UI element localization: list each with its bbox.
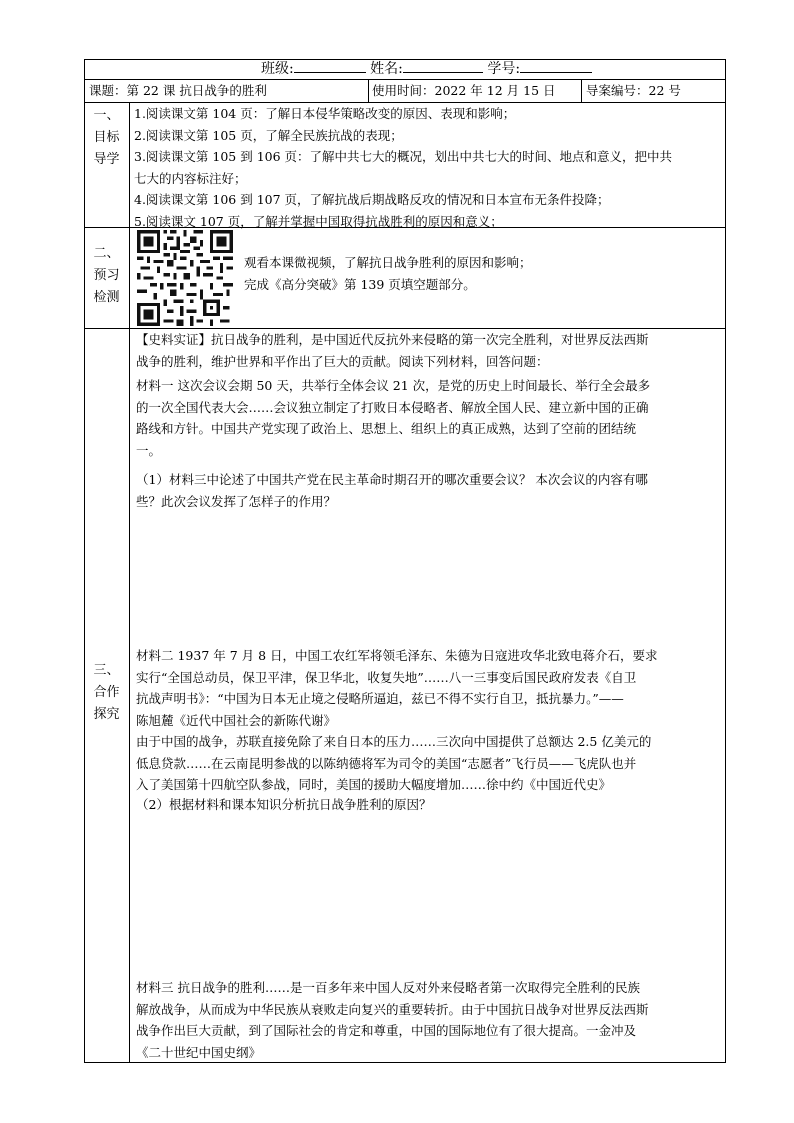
name-label: 姓名: — [370, 61, 403, 77]
name-blank[interactable] — [403, 72, 483, 73]
section-1-goals — [134, 103, 718, 232]
section-1-title: 一、 目标 导学 — [93, 108, 120, 167]
goal-item: 1.阅读课文第 104 页：了解日本侵华策略改变的原因、表现和影响； — [134, 106, 516, 121]
worksheet-table — [84, 59, 726, 1063]
class-blank[interactable] — [294, 72, 366, 73]
class-label: 班级: — [261, 61, 294, 77]
student-no-label: 学号: — [487, 61, 521, 77]
question-2: （2）根据材料和课本知识分析抗日战争胜利的原因？ — [136, 797, 432, 812]
student-no-blank[interactable] — [520, 72, 592, 73]
student-info-header — [261, 59, 592, 80]
preview-task: 完成《高分突破》第 139 页填空题部分。 — [244, 276, 476, 292]
plan-number: 导案编号：22 号 — [586, 83, 681, 98]
question-1: （1）材料三中论述了中国共产党在民主革命时期召开的哪次重要会议？ 本次会议的内容有哪 些？此次会议发挥了怎样子的作用？ — [136, 472, 648, 509]
goal-item: 七大的内容标注好； — [134, 170, 247, 186]
section-2-tasks — [244, 252, 714, 295]
material-2: 材料二 1937 年 7 月 8 日，中国工农红军将领毛泽东、朱德为日寇进攻华北致电蒋介石，要求 实行“全国总动员，保卫平津，保卫华北，收复失地”……八一三事变后国民政府发表《自卫 抗战声明书》：“中国为日本无止境之侵略所逼迫，兹已不得不实行自卫，抵抗暴力。”—— 陈旭麓《近代中国社会的新陈代谢》 由于中国的战争，苏联直接免除了来自日本的压力……三次向中国提供了总额达 2.5 亿美元的 低息贷款……在云南昆明参战的以陈纳德将军为司令的美国“志愿者”飞行员——飞虎队也并 入了美国第十四航空队参战，同时，美国的援助大幅度增加……徐中约《中国近代史》 — [136, 648, 658, 792]
goal-item: 3.阅读课文第 105 到 106 页：了解中共七大的概况，划出中共七大的时间、地点和意义，把中共 — [134, 149, 673, 164]
goal-item: 5.阅读课文 107 页，了解并掌握中国取得抗战胜利的原因和意义； — [134, 213, 503, 229]
column-divider — [129, 102, 130, 1062]
material-3: 材料三 抗日战争的胜利……是一百多年来中国人反对外来侵略者第一次取得完全胜利的民族 解放战争，从而成为中华民族从衰败走向复兴的重要转折。由于中国抗日战争对世界反法西斯 战争作出巨大贡献，到了国际社会的肯定和尊重，中国的国际地位有了很大提高。一金冲及 《二十世纪中国史纲》 — [136, 980, 649, 1060]
lesson-topic: 课题：第 22 课 抗日战争的胜利 — [89, 83, 267, 98]
material-1: 材料一 这次会议会期 50 天，共举行全体会议 21 次，是党的历史上时间最长、举行全会最多 的一次全国代表大会……会议独立制定了打败日本侵略者、解放全国人民、建立新中国的正确 路线和方针。中国共产党实现了政治上、思想上、组织上的真正成熟，达到了空前的团结统 一。 — [136, 378, 651, 458]
qr-code-icon[interactable] — [136, 230, 234, 326]
goal-item: 2.阅读课文第 105 页，了解全民族抗战的表现； — [134, 127, 403, 143]
section-3-title: 三、 合作 探究 — [93, 663, 120, 722]
use-date: 使用时间：2022 年 12 月 15 日 — [372, 83, 556, 98]
column-divider — [368, 79, 369, 102]
section-2-title: 二、 预习 检测 — [93, 246, 120, 305]
preview-task: 观看本课微视频，了解抗日战争胜利的原因和影响； — [244, 255, 532, 270]
column-divider — [581, 79, 582, 102]
goal-item: 4.阅读课文第 106 到 107 页，了解抗战后期战略反攻的情况和日本宣布无条件投降； — [134, 192, 610, 207]
historical-evidence-intro: 【史料实证】抗日战争的胜利，是中国近代反抗外来侵略的第一次完全胜利，对世界反法西斯 战争的胜利，维护世界和平作出了巨大的贡献。阅读下列材料，回答问题： — [136, 332, 649, 369]
